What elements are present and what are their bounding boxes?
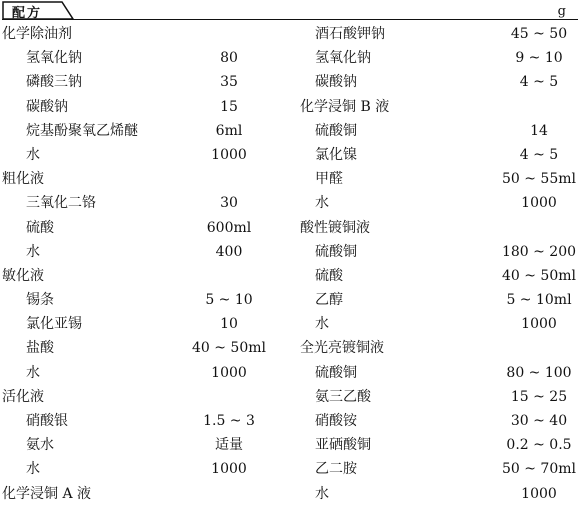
ingredient-name: 硫酸 xyxy=(315,267,343,284)
section-heading: 活化液 xyxy=(2,388,44,405)
ingredient-amount: 0.2 ~ 0.5 xyxy=(506,437,572,454)
ingredient-name: 水 xyxy=(26,243,40,260)
ingredient-name: 烷基酚聚氧乙烯醚 xyxy=(26,122,138,139)
ingredient-row xyxy=(2,119,290,143)
ingredient-name: 水 xyxy=(26,461,40,478)
ingredient-amount: 14 xyxy=(530,122,548,139)
section-heading: 全光亮镀铜液 xyxy=(300,340,384,357)
right-column xyxy=(290,22,578,506)
ingredient-row xyxy=(2,216,290,240)
section-heading-row xyxy=(2,22,290,46)
ingredient-row xyxy=(290,119,578,143)
ingredient-name: 乙醇 xyxy=(315,292,343,309)
ingredient-amount: 400 xyxy=(215,243,243,260)
header-rule xyxy=(2,19,578,20)
ingredient-amount: 80 xyxy=(220,50,238,67)
ingredient-row xyxy=(290,482,578,506)
section-heading-row xyxy=(290,95,578,119)
left-column xyxy=(2,22,290,506)
section-heading: 酸性镀铜液 xyxy=(300,219,370,236)
ingredient-amount: 15 xyxy=(220,98,238,115)
ingredient-amount: 40 ~ 50ml xyxy=(501,267,576,284)
ingredient-row xyxy=(290,240,578,264)
ingredient-name: 氢氧化钠 xyxy=(26,50,82,67)
ingredient-row xyxy=(2,409,290,433)
ingredient-row xyxy=(2,288,290,312)
ingredient-row xyxy=(290,70,578,94)
ingredient-amount: 15 ~ 25 xyxy=(510,388,568,405)
ingredient-row xyxy=(2,433,290,457)
ingredient-amount: 1000 xyxy=(521,195,557,212)
section-heading: 化学浸铜 B 液 xyxy=(300,98,390,115)
ingredient-amount: 5 ~ 10 xyxy=(205,292,253,309)
ingredient-name: 硝酸银 xyxy=(26,413,68,429)
ingredient-name: 硫酸铜 xyxy=(315,122,357,139)
unit-label: g xyxy=(557,4,566,19)
ingredient-name: 水 xyxy=(315,195,329,212)
ingredient-name: 乙二胺 xyxy=(315,461,357,478)
ingredient-amount: 35 xyxy=(220,74,238,91)
section-heading-row xyxy=(290,336,578,360)
ingredient-row xyxy=(2,312,290,336)
ingredient-name: 氨三乙酸 xyxy=(315,388,371,405)
ingredient-name: 盐酸 xyxy=(26,340,54,357)
ingredient-amount: 4 ~ 5 xyxy=(519,146,559,163)
section-title: 配方 xyxy=(12,6,43,21)
ingredient-name: 氨水 xyxy=(26,437,54,454)
ingredient-name: 三氧化二铬 xyxy=(26,195,96,212)
ingredient-name: 硫酸 xyxy=(26,219,54,236)
ingredient-name: 水 xyxy=(315,316,329,333)
ingredient-row xyxy=(290,385,578,409)
ingredient-row xyxy=(290,191,578,215)
ingredient-amount: 10 xyxy=(220,316,238,333)
section-heading: 粗化液 xyxy=(2,171,44,188)
section-tag xyxy=(2,1,74,19)
ingredient-name: 甲醛 xyxy=(315,171,343,188)
ingredient-row xyxy=(2,46,290,70)
ingredient-amount: 1000 xyxy=(211,461,247,478)
ingredient-name: 碳酸钠 xyxy=(315,74,357,91)
ingredient-amount: 30 xyxy=(220,195,238,212)
ingredient-row xyxy=(290,264,578,288)
ingredient-amount: 9 ~ 10 xyxy=(515,50,563,67)
ingredient-name: 锡条 xyxy=(26,292,54,309)
ingredient-row xyxy=(290,312,578,336)
ingredient-amount: 6ml xyxy=(215,122,243,139)
ingredient-amount: 1.5 ~ 3 xyxy=(203,413,255,429)
ingredient-name: 水 xyxy=(26,364,40,381)
section-heading-row xyxy=(290,216,578,240)
ingredient-amount: 适量 xyxy=(215,437,243,454)
ingredient-row xyxy=(2,336,290,360)
section-heading-row xyxy=(2,264,290,288)
ingredient-row xyxy=(2,457,290,481)
ingredient-row xyxy=(2,70,290,94)
ingredient-amount: 1000 xyxy=(521,316,557,333)
section-heading: 敏化液 xyxy=(2,267,44,284)
ingredient-amount: 180 ~ 200 xyxy=(501,243,577,260)
ingredient-amount: 40 ~ 50ml xyxy=(191,340,266,357)
ingredient-name: 氯化亚锡 xyxy=(26,316,82,333)
ingredient-row xyxy=(290,288,578,312)
ingredient-name: 氯化镍 xyxy=(315,146,357,163)
ingredient-name: 氢氧化钠 xyxy=(315,50,371,67)
ingredient-amount: 50 ~ 70ml xyxy=(501,461,576,478)
ingredient-name: 亚硒酸铜 xyxy=(315,437,371,454)
ingredient-amount: 80 ~ 100 xyxy=(506,364,572,381)
ingredient-row xyxy=(290,433,578,457)
ingredient-row xyxy=(290,457,578,481)
section-heading: 化学浸铜 A 液 xyxy=(2,485,92,502)
section-heading-row xyxy=(2,385,290,409)
ingredient-name: 水 xyxy=(315,485,329,502)
ingredient-amount: 1000 xyxy=(211,146,247,163)
ingredient-row xyxy=(2,191,290,215)
ingredient-amount: 5 ~ 10ml xyxy=(506,292,572,309)
ingredient-amount: 30 ~ 40 xyxy=(510,413,568,429)
ingredient-name: 硫酸铜 xyxy=(315,364,357,381)
ingredient-amount: 600ml xyxy=(206,219,252,236)
ingredient-row xyxy=(290,167,578,191)
section-heading: 化学除油剂 xyxy=(2,26,72,42)
ingredient-row xyxy=(2,240,290,264)
ingredient-amount: 4 ~ 5 xyxy=(519,74,559,91)
ingredient-name: 硫酸铜 xyxy=(315,243,357,260)
ingredient-row xyxy=(290,22,578,46)
ingredient-row xyxy=(2,95,290,119)
ingredient-name: 酒石酸钾钠 xyxy=(315,26,385,42)
ingredient-name: 硝酸铵 xyxy=(315,413,357,429)
ingredient-row xyxy=(290,46,578,70)
ingredient-row xyxy=(290,361,578,385)
ingredient-name: 磷酸三钠 xyxy=(26,74,82,91)
ingredient-name: 碳酸钠 xyxy=(26,98,68,115)
ingredient-name: 水 xyxy=(26,146,40,163)
ingredient-row xyxy=(2,143,290,167)
ingredient-amount: 45 ~ 50 xyxy=(510,26,568,42)
ingredient-amount: 50 ~ 55ml xyxy=(501,171,576,188)
ingredient-row xyxy=(2,361,290,385)
ingredient-row xyxy=(290,409,578,433)
ingredient-row xyxy=(290,143,578,167)
ingredient-amount: 1000 xyxy=(211,364,247,381)
ingredient-amount: 1000 xyxy=(521,485,557,502)
section-heading-row xyxy=(2,167,290,191)
section-heading-row xyxy=(2,482,290,506)
